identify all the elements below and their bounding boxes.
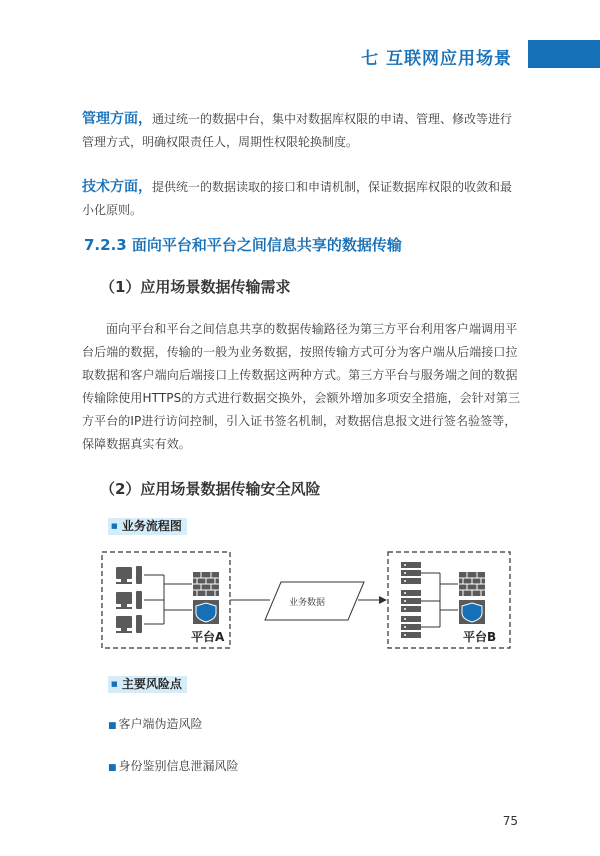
tag-bullet: ■ — [111, 522, 118, 530]
security-shield-icon — [193, 600, 219, 624]
subsection-title-requirement: （1）应用场景数据传输需求 — [100, 278, 291, 296]
firewall-icon — [193, 572, 219, 596]
management-lead: 管理方面， — [82, 111, 152, 127]
risks-tag — [108, 676, 187, 693]
data-transfer-flow — [230, 582, 386, 620]
chapter-color-bar — [528, 40, 600, 68]
page-number: 75 — [502, 814, 518, 828]
risk-item-label: 客户端伪造风险 — [118, 717, 203, 731]
requirement-paragraph: 面向平台和平台之间信息共享的数据传输路径为第三方平台利用客户端调用平台后端的数据，传输的一般为业务数据，按照传输方式可分为客户端从后端接口拉取数据和客户端向后端接口上传数据这两种方式。第三方平台与服务端之间的数据传输除使用HTTPS的方式进行数据交换外，会额外增加多项安全措施，会针对第三方平台的IP进行访问控制，引入证书签名机制，对数据信息报文进行签名验签等，保障数据真实有效。 — [82, 322, 521, 451]
firewall-icon — [459, 572, 485, 596]
server-icon — [401, 590, 421, 612]
platform-b-label: 平台B — [463, 630, 497, 644]
client-computer-icon — [116, 615, 142, 633]
risk-list-item — [108, 757, 239, 774]
technical-lead: 技术方面， — [82, 179, 152, 195]
section-title: 7.2.3 面向平台和平台之间信息共享的数据传输 — [84, 236, 402, 254]
server-icon — [401, 616, 421, 638]
security-shield-icon — [459, 600, 485, 624]
risk-list-item — [108, 715, 203, 732]
list-bullet-icon: ■ — [108, 721, 117, 731]
business-data-label: 业务数据 — [289, 598, 326, 608]
technical-paragraph — [82, 176, 522, 222]
business-flow-diagram — [96, 548, 516, 652]
client-computer-icon — [116, 566, 142, 584]
client-computer-icon — [116, 591, 142, 609]
management-body: 通过统一的数据中台，集中对数据库权限的申请、管理、修改等进行管理方式，明确权限责任人，周期性权限轮换制度。 — [82, 112, 513, 149]
platform-a-label: 平台A — [191, 630, 225, 644]
flow-tag — [108, 518, 187, 535]
server-icon — [401, 562, 421, 584]
technical-body: 提供统一的数据读取的接口和申请机制，保证数据库权限的收敛和最小化原则。 — [82, 180, 513, 217]
risks-tag-label: 主要风险点 — [121, 677, 182, 691]
chapter-title: 七 互联网应用场景 — [361, 49, 512, 69]
management-paragraph — [82, 108, 522, 154]
risk-item-label: 身份鉴别信息泄漏风险 — [118, 759, 239, 773]
tag-bullet: ■ — [111, 680, 118, 688]
subsection-title-risk: （2）应用场景数据传输安全风险 — [100, 480, 321, 498]
list-bullet-icon: ■ — [108, 763, 117, 773]
flow-tag-label: 业务流程图 — [121, 519, 182, 533]
